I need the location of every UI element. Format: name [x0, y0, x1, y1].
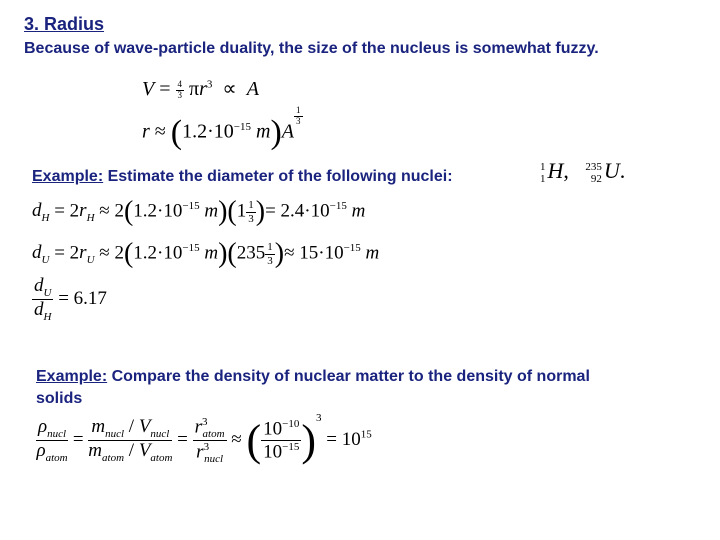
diameter-h-equation: $d_H = 2r_H \approx 2(1.2\cdot 10^{-15}$ m)(1 $\frac{1}{3}$ )= $2.4\cdot 10^{-15}$ m [32, 196, 366, 227]
nuclide-list: 1 1H, 235 92U. [540, 158, 626, 185]
nuclide2-atomic: 92 [590, 172, 602, 185]
diameter-ratio-equation: $\frac{d_U}{d_H}$ = 6.17 [34, 275, 107, 323]
nuclide1-atomic: 1 [540, 172, 546, 185]
density-ratio-equation: $\frac{\rho_{nucl}}{\rho_{atom}}$ = $\frac{m_{nucl} / V_{nucl}}{m_{atom} / V_{atom}}$ = $\frac{r^3_{atom}}{r^3_{nucl}}$ ≈ ( $\frac{10^{-10}}{10^{-15}}$ )$^3 = 10^{15}$ [36, 412, 372, 466]
diameter-u-equation: $d_U = 2r_U \approx 2(1.2\cdot 10^{-15}$ m)(235 $\frac{1}{3}$ )≈ $15\cdot 10^{-15}$ m [32, 238, 380, 269]
example1-heading [32, 168, 453, 186]
example2-heading [36, 366, 596, 410]
radius-equation: $r \approx (1.2\cdot 10^{-15}$ m)A $^{\frac{1}{3}}$ [142, 105, 301, 151]
nuclide2-mass: 235 [585, 160, 602, 173]
example2-label: Example: [36, 368, 108, 385]
section-title: 3. Radius [24, 14, 105, 34]
example2-text: Compare the density of nuclear matter to the density of normal solids [36, 368, 590, 407]
example1-text: Estimate the diameter of the following nuclei: [103, 168, 453, 185]
nuclide1-mass: 1 [540, 160, 546, 173]
example1-label: Example: [32, 168, 104, 185]
nuclide2-symbol: U [603, 158, 620, 183]
volume-equation: V = $\frac{4}{3}$ $\pi r^3 \propto A$ [142, 78, 259, 100]
nuclide1-symbol: H [547, 158, 564, 183]
intro-text: Because of wave-particle duality, the size of the nucleus is somewhat fuzzy. [24, 40, 599, 57]
